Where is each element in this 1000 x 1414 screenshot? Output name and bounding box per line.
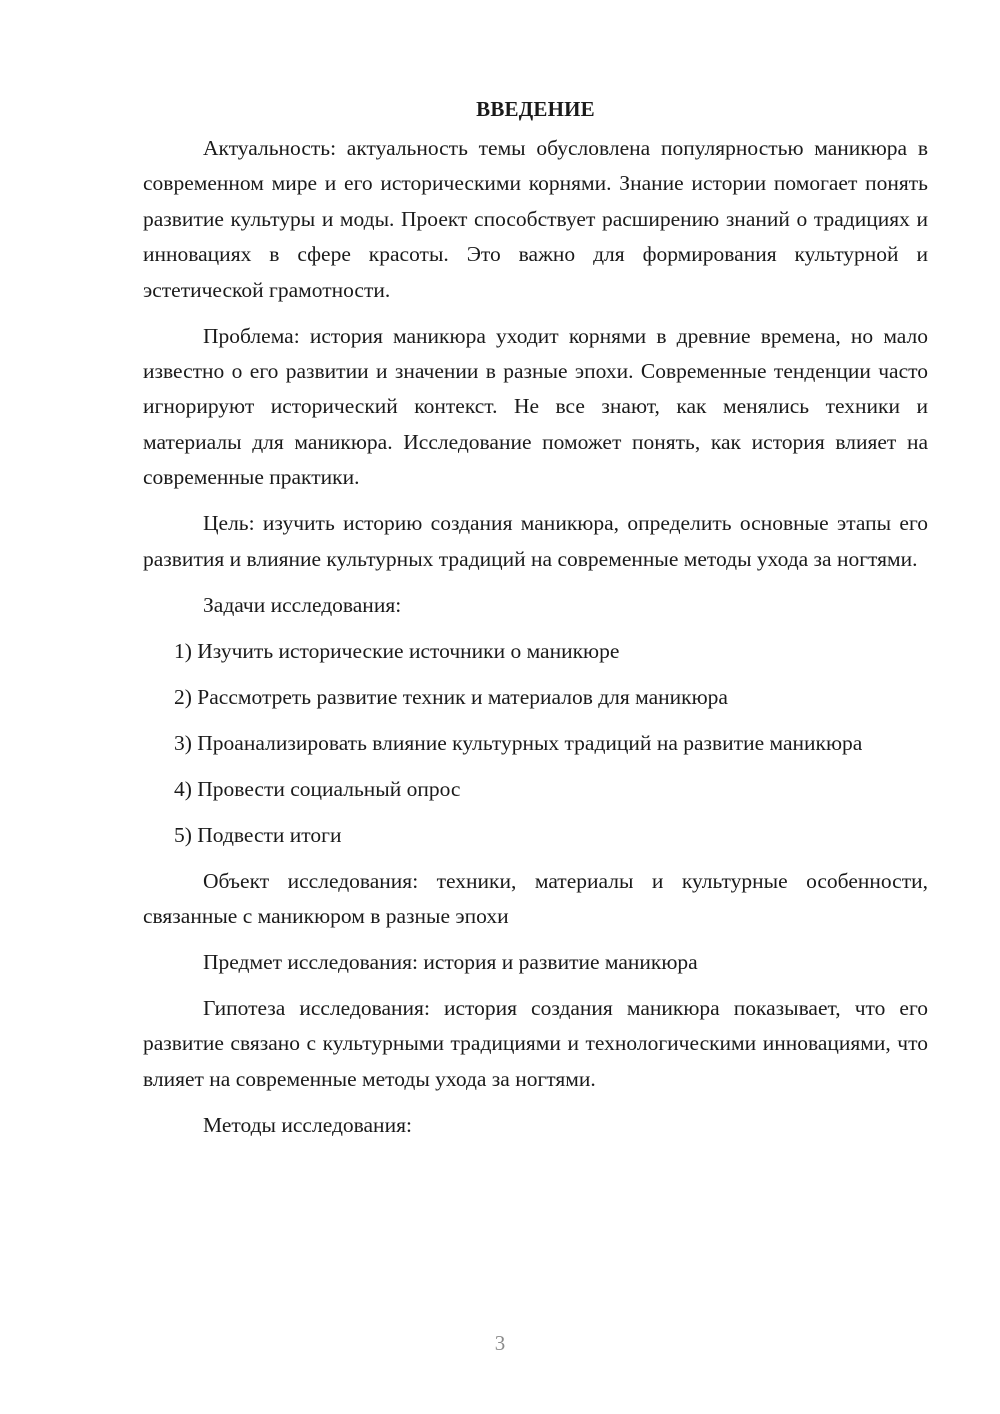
task-item-2: 2) Рассмотреть развитие техник и материалов для маникюра: [174, 684, 728, 709]
goal-paragraph: Цель: изучить историю создания маникюра, определить основные этапы его развития и влияние культурных традиций на современные методы ухода за ногтями.: [143, 511, 928, 571]
methods-heading: Методы исследования:: [203, 1112, 412, 1137]
task-item-1: 1) Изучить исторические источники о маникюре: [174, 638, 620, 663]
hypothesis-paragraph: Гипотеза исследования: история создания маникюра показывает, что его развитие связано с культурными традициями и технологическими инновациями, что влияет на современные методы ухода за ногтями.: [143, 996, 928, 1091]
tasks-heading: Задачи исследования:: [203, 592, 402, 617]
document-page: [143, 92, 928, 1154]
section-heading: ВВЕДЕНИЕ: [476, 97, 595, 121]
object-paragraph: Объект исследования: техники, материалы и культурные особенности, связанные с маникюром в разные эпохи: [143, 868, 928, 929]
problem-paragraph: Проблема: история маникюра уходит корнями в древние времена, но мало известно о его развитии и значении в разные эпохи. Современные тенденции часто игнорируют исторический контекст. Не все знают, как менялись техники и материалы для маникюра. Исследование поможет понять, как история влияет на современные практики.: [143, 323, 928, 490]
task-item-4: 4) Провести социальный опрос: [174, 776, 461, 801]
page-number: 3: [494, 1331, 506, 1355]
task-item-5: 5) Подвести итоги: [174, 822, 342, 847]
subject-paragraph: Предмет исследования: история и развитие маникюра: [203, 950, 698, 975]
relevance-paragraph: Актуальность: актуальность темы обусловлена популярностью маникюра в современном мире и его историческими корнями. Знание истории помогает понять развитие культуры и моды. Проект способствует расширению знаний о традициях и инновациях в сфере красоты. Это важно для формирования культурной и эстетической грамотности.: [143, 136, 928, 302]
task-item-3: 3) Проанализировать влияние культурных традиций на развитие маникюра: [174, 730, 863, 755]
